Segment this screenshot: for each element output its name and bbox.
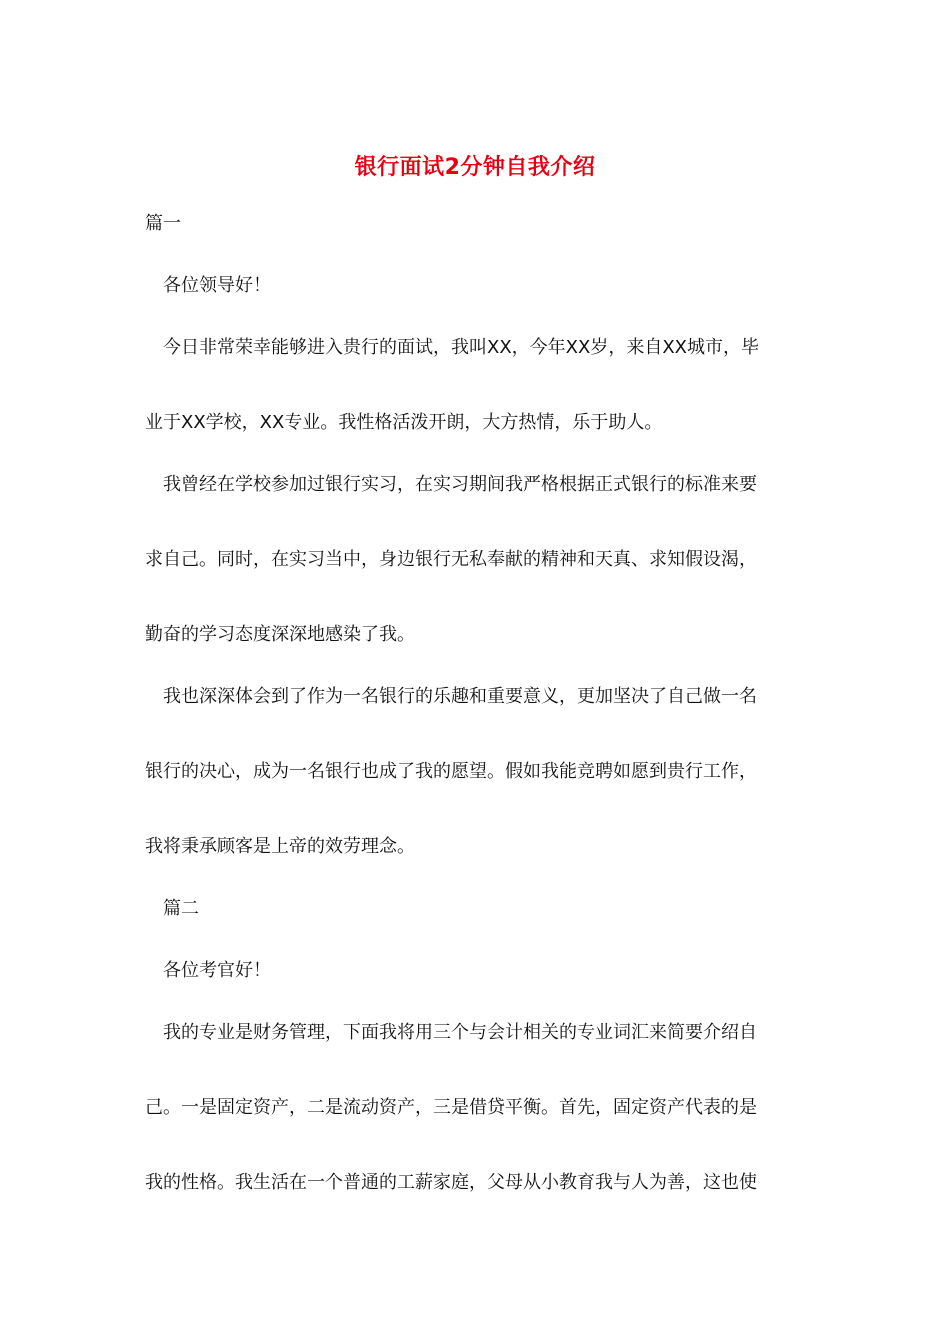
section-heading-1: 篇一 (145, 213, 181, 234)
paragraph-line: 业于XX学校，XX专业。我性格活泼开朗，大方热情，乐于助人。 (145, 412, 663, 433)
paragraph-line: 我的性格。我生活在一个普通的工薪家庭，父母从小教育我与人为善，这也使 (145, 1172, 757, 1193)
paragraph-line: 我的专业是财务管理，下面我将用三个与会计相关的专业词汇来简要介绍自 (163, 1022, 757, 1043)
greeting-2: 各位考官好！ (163, 960, 271, 981)
section-heading-2: 篇二 (163, 898, 199, 919)
paragraph-line: 今日非常荣幸能够进入贵行的面试，我叫XX，今年XX岁，来自XX城市，毕 (163, 337, 759, 358)
paragraph-line: 我曾经在学校参加过银行实习，在实习期间我严格根据正式银行的标准来要 (163, 474, 757, 495)
paragraph-line: 银行的决心，成为一名银行也成了我的愿望。假如我能竞聘如愿到贵行工作， (145, 761, 757, 782)
greeting-1: 各位领导好！ (163, 275, 271, 296)
paragraph-line: 我将秉承顾客是上帝的效劳理念。 (145, 836, 415, 857)
paragraph-line: 我也深深体会到了作为一名银行的乐趣和重要意义，更加坚决了自己做一名 (163, 686, 757, 707)
paragraph-line: 勤奋的学习态度深深地感染了我。 (145, 624, 415, 645)
paragraph-line: 己。一是固定资产，二是流动资产，三是借贷平衡。首先，固定资产代表的是 (145, 1097, 757, 1118)
document-title: 银行面试2分钟自我介绍 (354, 155, 596, 180)
paragraph-line: 求自己。同时，在实习当中，身边银行无私奉献的精神和天真、求知假设渴， (145, 549, 757, 570)
